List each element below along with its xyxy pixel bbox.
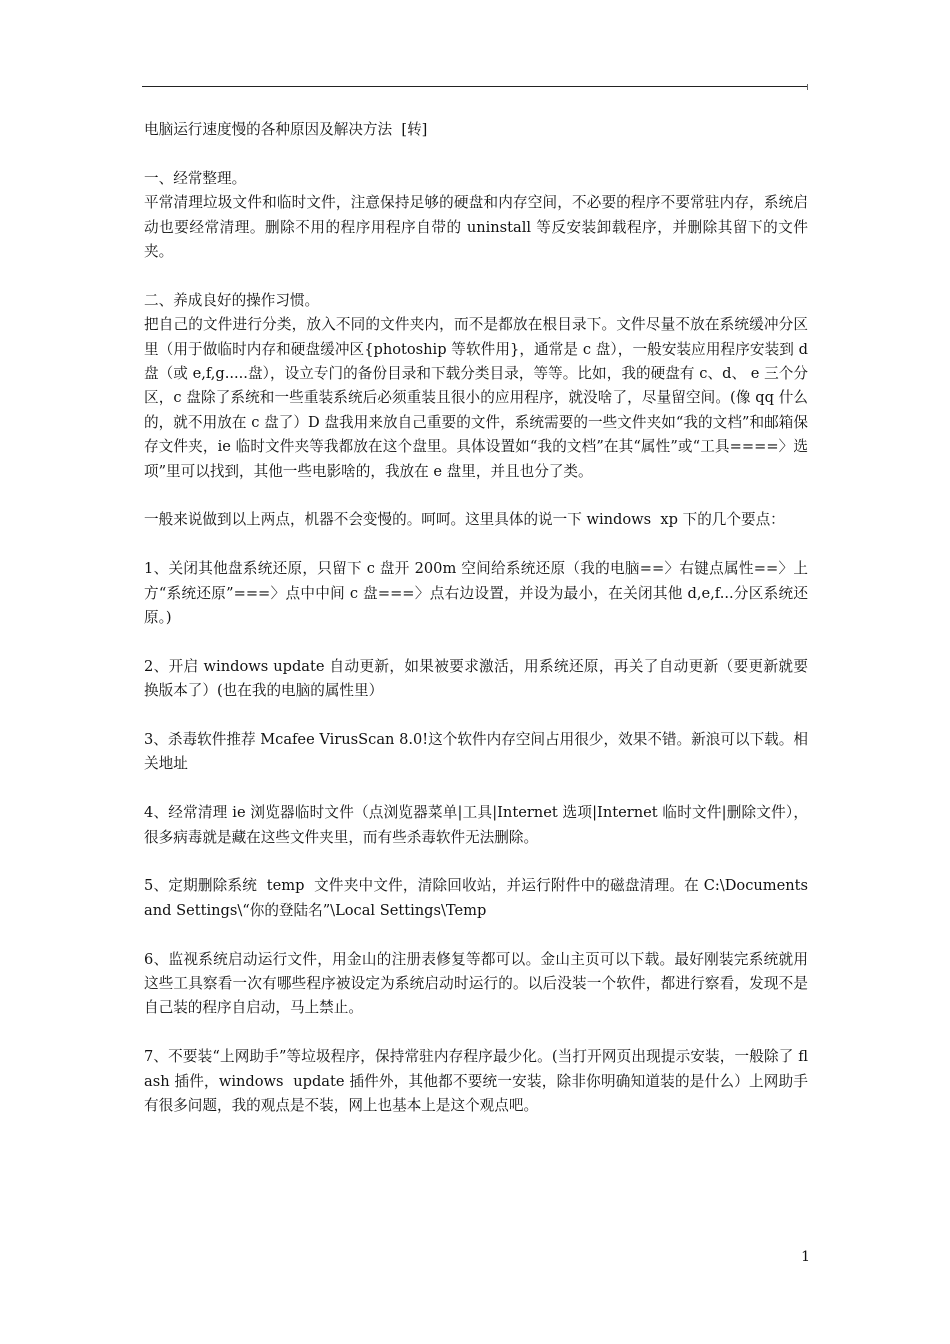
header-rule — [142, 86, 808, 87]
document-body — [144, 118, 813, 1143]
point-4: 4、经常清理 ie 浏览器临时文件（点浏览器菜单|工具|Internet 选项|Internet 临时文件|删除文件），很多病毒就是藏在这些文件夹里，而有些杀毒软件无法删除。 — [144, 804, 808, 846]
section-2-body: 把自己的文件进行分类，放入不同的文件夹内，而不是都放在根目录下。文件尽量不放在系统缓冲分区里（用于做临时内存和硬盘缓冲区{photoship 等软件用}，通常是 c 盘），一般安装应用程序安装到 d 盘（或 e,f,g.....盘），设立专门的备份目录和下载分类目录，等等。比如，我的硬盘有 c、d、 e 三个分区，c 盘除了系统和一些重装系统后必须重装且很小的应用程序，就没啥了，尽量留空间。(像 qq 什么的，就不用放在 c 盘了）D 盘我用来放自己重要的文件，系统需要的一些文件夹如“我的文档”和邮箱保存文件夹，ie 临时文件夹等我都放在这个盘里。具体设置如“我的文档”在其“属性”或“工具====〉选项”里可以找到，其他一些电影啥的，我放在 e 盘里，并且也分了类。 — [144, 316, 813, 480]
point-3: 3、杀毒软件推荐 Mcafee VirusScan 8.0!这个软件内存空间占用很少，效果不错。新浪可以下载。相关地址 — [144, 731, 808, 773]
point-7: 7、不要装“上网助手”等垃圾程序，保持常驻内存程序最少化。(当打开网页出现提示安装，一般除了 flash 插件，windows update 插件外，其他都不要统一安装，除非你明确知道装的是什么）上网助手有很多问题，我的观点是不装，网上也基本上是这个观点吧。 — [144, 1048, 808, 1115]
section-1-body: 平常清理垃圾文件和临时文件，注意保持足够的硬盘和内存空间，不必要的程序不要常驻内存，系统启动也要经常清理。删除不用的程序用程序自带的 uninstall 等反安装卸载程序，并删除其留下的文件夹。 — [144, 194, 808, 261]
point-1: 1、关闭其他盘系统还原，只留下 c 盘开 200m 空间给系统还原（我的电脑==〉右键点属性==〉上方“系统还原”===〉点中中间 c 盘===〉点右边设置，并设为最小，在关闭其他 d,e,f...分区系统还原。) — [144, 560, 808, 627]
section-2-heading: 二、养成良好的操作习惯。 — [144, 291, 320, 309]
page-number: 1 — [801, 1249, 810, 1265]
header-rule-end-mark — [807, 84, 808, 90]
point-5: 5、定期删除系统 temp 文件夹中文件，清除回收站，并运行附件中的磁盘清理。在 C:\Documents and Settings\“你的登陆名”\Local Settings\Temp — [144, 877, 813, 919]
document-title: 电脑运行速度慢的各种原因及解决方法 [转] — [144, 121, 428, 138]
point-2: 2、开启 windows update 自动更新，如果被要求激活，用系统还原，再关了自动更新（要更新就要换版本了）(也在我的电脑的属性里） — [144, 657, 808, 700]
point-6: 6、监视系统启动运行文件，用金山的注册表修复等都可以。金山主页可以下载。最好刚装完系统就用这些工具察看一次有哪些程序被设定为系统启动时运行的。以后没装一个软件，都进行察看，发现不是自己装的程序自启动，马上禁止。 — [144, 950, 808, 1017]
section-1-heading: 一、经常整理。 — [144, 169, 247, 187]
intro-paragraph: 一般来说做到以上两点，机器不会变慢的。呵呵。这里具体的说一下 windows xp 下的几个要点： — [144, 511, 785, 529]
